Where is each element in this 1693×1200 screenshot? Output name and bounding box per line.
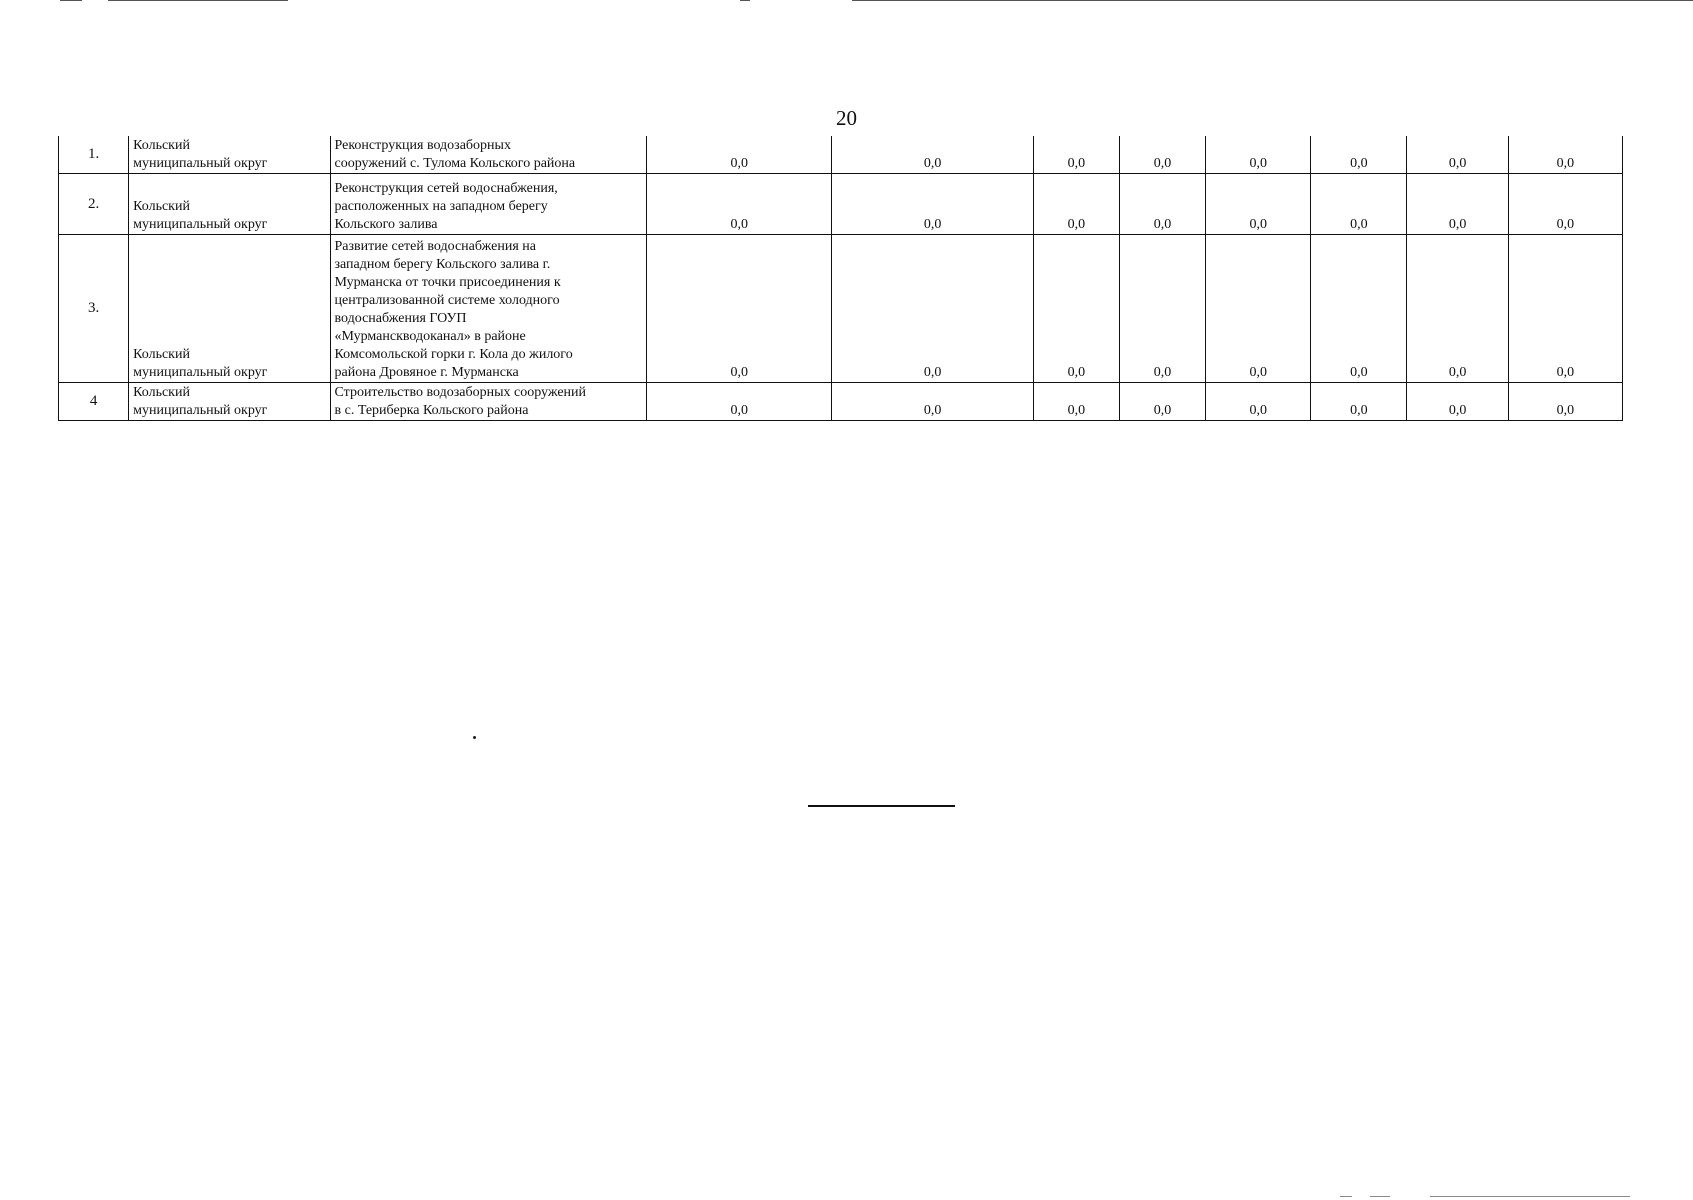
project-name-line: Развитие сетей водоснабжения на — [334, 238, 536, 254]
value-cell: 0,0 — [1508, 136, 1622, 173]
project-name-line: расположенных на западном берегу — [334, 198, 548, 214]
value-cell: 0,0 — [647, 173, 832, 234]
municipality-line: Кольский — [133, 346, 190, 362]
row-number: 4 — [59, 382, 129, 420]
project-name-line: Мурманска от точки присоединения к — [334, 274, 561, 290]
municipality-line: муниципальный округ — [133, 364, 268, 380]
value-cell: 0,0 — [1407, 173, 1508, 234]
value-cell: 0,0 — [832, 382, 1033, 420]
municipality-line: муниципальный округ — [133, 402, 268, 418]
page-number: 20 — [836, 106, 857, 130]
municipality-line: Кольский — [133, 198, 190, 214]
value-cell: 0,0 — [1119, 382, 1205, 420]
municipality-line: Кольский — [133, 137, 190, 153]
project-name-line: Кольского залива — [334, 216, 438, 232]
value-cell: 0,0 — [1119, 234, 1205, 382]
municipality-cell — [129, 173, 330, 234]
value-cell: 0,0 — [832, 136, 1033, 173]
row-number: 1. — [59, 136, 129, 173]
value-cell: 0,0 — [1311, 173, 1407, 234]
value-cell: 0,0 — [1033, 234, 1119, 382]
stray-dot — [473, 736, 476, 739]
project-name-cell — [330, 136, 647, 173]
project-name-line: Реконструкция сетей водоснабжения, — [334, 180, 558, 196]
scan-edge-top — [0, 0, 1693, 2]
value-cell: 0,0 — [1206, 136, 1311, 173]
value-cell: 0,0 — [647, 136, 832, 173]
value-cell: 0,0 — [1206, 234, 1311, 382]
row-number: 2. — [59, 173, 129, 234]
project-name-cell — [330, 234, 647, 382]
closing-rule — [808, 805, 955, 807]
project-name-line: Реконструкция водозаборных — [334, 137, 511, 153]
value-cell: 0,0 — [647, 382, 832, 420]
value-cell: 0,0 — [832, 234, 1033, 382]
project-name-line: водоснабжения ГОУП — [334, 310, 467, 326]
project-name-line: Комсомольской горки г. Кола до жилого — [334, 346, 573, 362]
value-cell: 0,0 — [1407, 136, 1508, 173]
value-cell: 0,0 — [1119, 136, 1205, 173]
value-cell: 0,0 — [1206, 173, 1311, 234]
value-cell: 0,0 — [1508, 382, 1622, 420]
value-cell: 0,0 — [1407, 382, 1508, 420]
scan-edge-bottom — [1340, 1196, 1630, 1198]
project-name-line: района Дровяное г. Мурманска — [334, 364, 519, 380]
value-cell: 0,0 — [1311, 136, 1407, 173]
table-row — [59, 173, 1623, 234]
value-cell: 0,0 — [1033, 136, 1119, 173]
project-name-line: сооружений с. Тулома Кольского района — [334, 155, 576, 171]
municipality-cell — [129, 382, 330, 420]
project-name-line: Строительство водозаборных сооружений — [334, 384, 587, 400]
municipality-cell — [129, 234, 330, 382]
project-name-line: западном берегу Кольского залива г. — [334, 256, 551, 272]
municipality-cell — [129, 136, 330, 173]
table-row — [59, 382, 1623, 420]
municipality-line: муниципальный округ — [133, 155, 268, 171]
municipality-line: Кольский — [133, 384, 190, 400]
project-name-cell — [330, 173, 647, 234]
value-cell: 0,0 — [647, 234, 832, 382]
data-table — [58, 136, 1623, 421]
project-name-line: «Мурманскводоканал» в районе — [334, 328, 526, 344]
value-cell: 0,0 — [1311, 382, 1407, 420]
row-number: 3. — [59, 234, 129, 382]
table-row — [59, 234, 1623, 382]
municipality-line: муниципальный округ — [133, 216, 268, 232]
value-cell: 0,0 — [1033, 382, 1119, 420]
value-cell: 0,0 — [1119, 173, 1205, 234]
project-name-line: централизованной системе холодного — [334, 292, 560, 308]
value-cell: 0,0 — [832, 173, 1033, 234]
value-cell: 0,0 — [1311, 234, 1407, 382]
project-name-line: в с. Териберка Кольского района — [334, 402, 529, 418]
value-cell: 0,0 — [1033, 173, 1119, 234]
value-cell: 0,0 — [1508, 234, 1622, 382]
value-cell: 0,0 — [1508, 173, 1622, 234]
project-name-cell — [330, 382, 647, 420]
value-cell: 0,0 — [1407, 234, 1508, 382]
table-row — [59, 136, 1623, 173]
value-cell: 0,0 — [1206, 382, 1311, 420]
